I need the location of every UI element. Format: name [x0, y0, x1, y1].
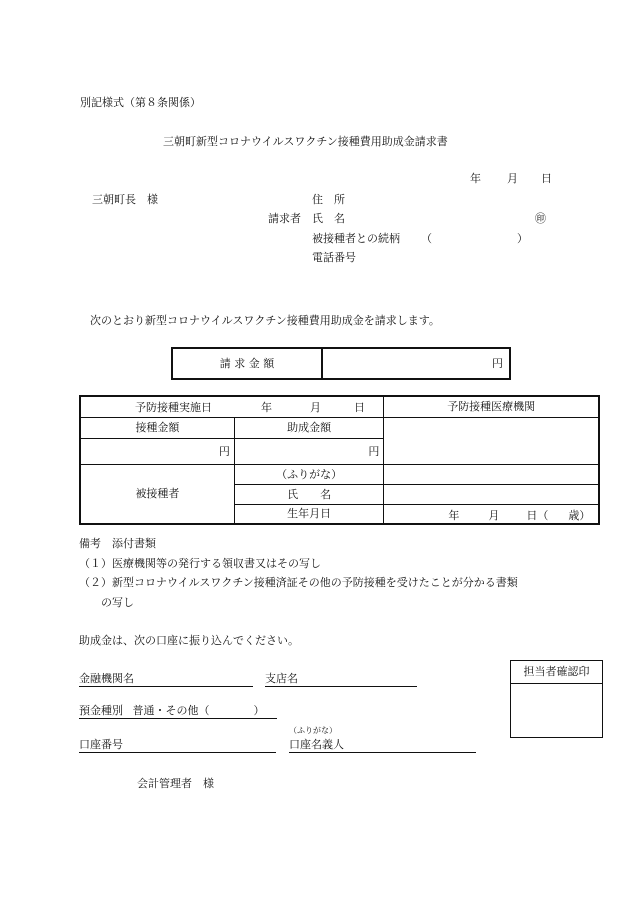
institution-value: [384, 417, 599, 464]
name-label: 氏 名: [312, 212, 345, 225]
recipient-furigana-value: [384, 464, 599, 484]
account-number-field: [79, 739, 276, 753]
recipient-birthdate-label: 生年月日: [234, 504, 383, 524]
requester-label: 請求者: [268, 212, 301, 225]
account-number-label: 口座番号: [79, 738, 123, 751]
subsidy-unit: 円: [234, 438, 383, 464]
recipient-furigana-label: （ふりがな）: [234, 464, 383, 484]
vaccination-year: 年: [261, 401, 272, 414]
deposit-type-field: [79, 705, 277, 719]
claim-amount-label: 請 求 金 額: [172, 348, 322, 379]
birth-age: 歳）: [568, 508, 591, 522]
relation-label: 被接種者との続柄: [312, 232, 400, 245]
fee-unit: 円: [80, 438, 234, 464]
addressee-mayor: 三朝町長 様: [92, 193, 158, 206]
date-month: 月: [507, 172, 518, 185]
bank-branch-label: 支店名: [265, 672, 298, 685]
claim-amount-unit: 円: [322, 348, 510, 379]
staff-confirmation-label: 担当者確認印: [511, 661, 602, 684]
notes-heading: 備考 添付書類: [79, 537, 156, 550]
institution-label: 予防接種医療機関: [384, 396, 599, 417]
address-label: 住 所: [312, 193, 345, 206]
account-holder-field: [289, 739, 476, 753]
recipient-birthdate-value: [384, 504, 599, 524]
vaccination-table: [79, 395, 600, 525]
recipient-name-value: [384, 484, 599, 504]
claim-amount-box: [171, 347, 511, 380]
date-day: 日: [541, 172, 552, 185]
relation-open-paren: （: [421, 232, 432, 245]
vaccination-month: 月: [310, 401, 321, 414]
relation-close-paren: ）: [517, 232, 528, 245]
recipient-label: 被接種者: [80, 464, 234, 524]
birth-year: 年: [448, 508, 460, 522]
vaccination-day: 日: [354, 401, 365, 414]
subsidy-label: 助成金額: [234, 417, 383, 438]
bank-institution-field: [79, 673, 253, 687]
bank-branch-field: [265, 673, 417, 687]
footer-addressee: 会計管理者 様: [137, 777, 214, 790]
vaccination-date-label: 予防接種実施日: [135, 401, 212, 414]
birth-month: 月: [488, 508, 500, 522]
vaccination-date-cell: [80, 396, 384, 417]
account-holder-label: 口座名義人: [289, 738, 344, 751]
bank-institution-label: 金融機関名: [79, 672, 134, 685]
date-year: 年: [470, 172, 481, 185]
deposit-type-label: 預金種別: [79, 704, 123, 717]
seal-mark: ㊞: [535, 212, 546, 225]
request-statement: 次のとおり新型コロナウイルスワクチン接種費用助成金を請求します。: [90, 314, 440, 327]
document-title: 三朝町新型コロナウイルスワクチン接種費用助成金請求書: [163, 135, 448, 148]
birth-day: 日（: [526, 508, 549, 522]
phone-label: 電話番号: [312, 251, 356, 264]
bank-instruction: 助成金は、次の口座に振り込んでください。: [79, 634, 299, 647]
staff-confirmation-box: [510, 660, 603, 738]
fee-label: 接種金額: [80, 417, 234, 438]
deposit-type-value: 普通・その他（ ）: [132, 704, 265, 717]
recipient-name-label: 氏 名: [234, 484, 383, 504]
holder-furigana-label: （ふりがな）: [289, 726, 337, 735]
notes-item-2-continued: の写し: [101, 596, 134, 609]
notes-item-2: （２）新型コロナウイルスワクチン接種済証その他の予防接種を受けたことが分かる書類: [79, 576, 518, 589]
form-reference: 別記様式（第８条関係）: [80, 96, 201, 109]
notes-item-1: （１）医療機関等の発行する領収書又はその写し: [79, 557, 321, 570]
